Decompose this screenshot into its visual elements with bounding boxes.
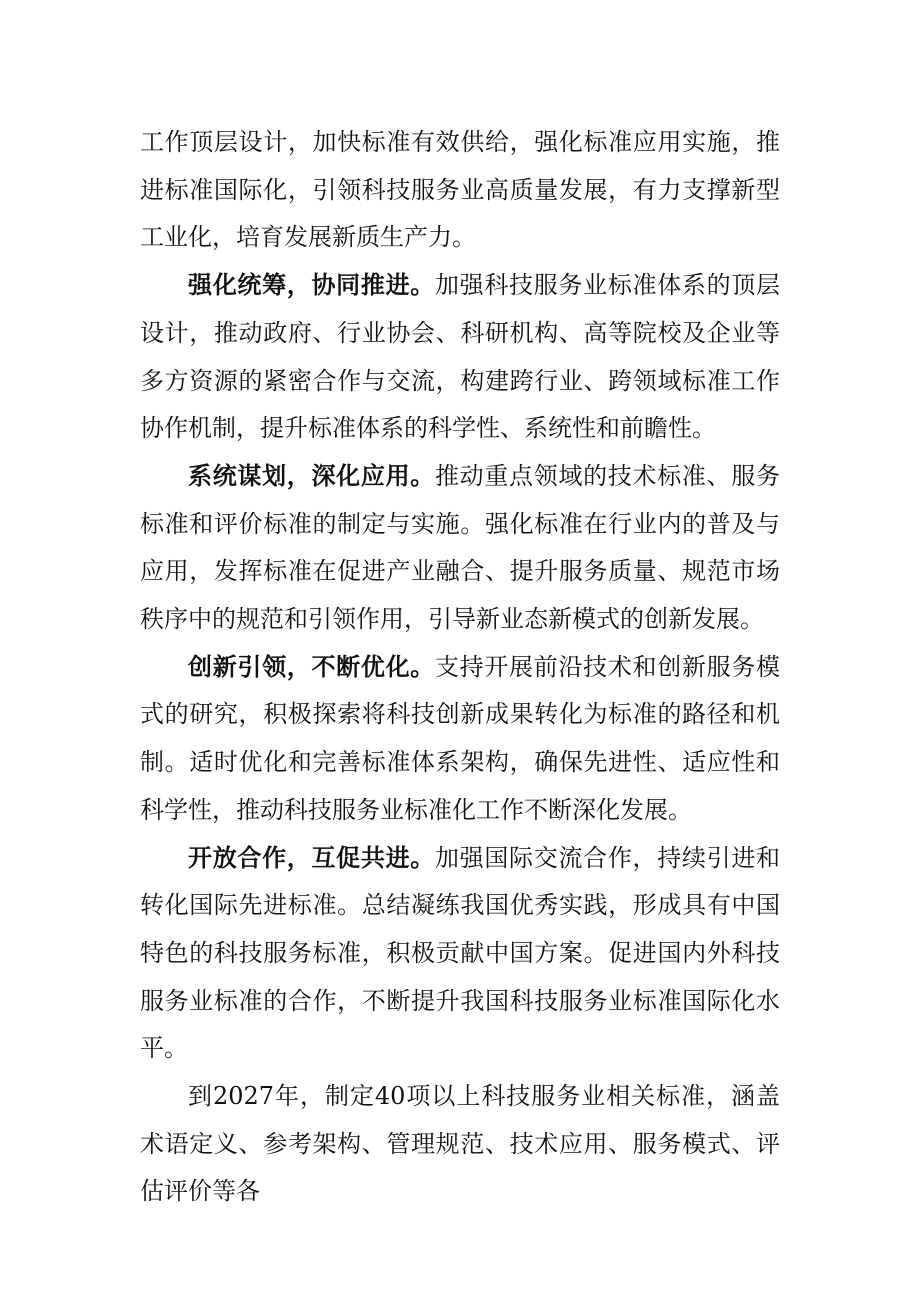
paragraph-text: 加强科技服务业标准体系的顶层设计，推动政府、行业协会、科研机构、高等院校及企业等多方资源的紧密合作与交流，构建跨行业、跨领域标准工作协作机制，提升标准体系的科学性、系统性和前瞻性。 (140, 271, 781, 443)
document-body (140, 119, 780, 1216)
paragraph-innovation (140, 644, 780, 835)
paragraph-text: 到2027年，制定40项以上科技服务业相关标准，涵盖术语定义、参考架构、管理规范、技术应用、服务模式、评估评价等各 (140, 1082, 780, 1206)
paragraph-planning (140, 453, 780, 644)
paragraph-coordination (140, 262, 780, 453)
paragraph-target-2027 (140, 1073, 780, 1216)
paragraph-lead: 开放合作，互促共进。 (188, 843, 435, 872)
paragraph-lead: 系统谋划，深化应用。 (188, 461, 435, 490)
paragraph-text: 加强国际交流合作，持续引进和转化国际先进标准。总结凝练我国优秀实践，形成具有中国特色的科技服务标准，积极贡献中国方案。促进国内外科技服务业标准的合作，不断提升我国科技服务业标准国际化水平。 (140, 843, 781, 1063)
paragraph-lead: 强化统筹，协同推进。 (188, 271, 435, 300)
paragraph-text: 支持开展前沿技术和创新服务模式的研究，积极探索将科技创新成果转化为标准的路径和机制。适时优化和完善标准体系架构，确保先进性、适应性和科学性，推动科技服务业标准化工作不断深化发展。 (140, 652, 781, 824)
paragraph-cooperation (140, 835, 780, 1074)
paragraph-text: 工作顶层设计，加快标准有效供给，强化标准应用实施，推进标准国际化，引领科技服务业高质量发展，有力支撑新型工业化，培育发展新质生产力。 (140, 128, 780, 252)
paragraph-text: 推动重点领域的技术标准、服务标准和评价标准的制定与实施。强化标准在行业内的普及与应用，发挥标准在促进产业融合、提升服务质量、规范市场秩序中的规范和引领作用，引导新业态新模式的创新发展。 (140, 461, 781, 634)
paragraph-continuation (140, 119, 780, 262)
paragraph-lead: 创新引领，不断优化。 (188, 652, 435, 681)
